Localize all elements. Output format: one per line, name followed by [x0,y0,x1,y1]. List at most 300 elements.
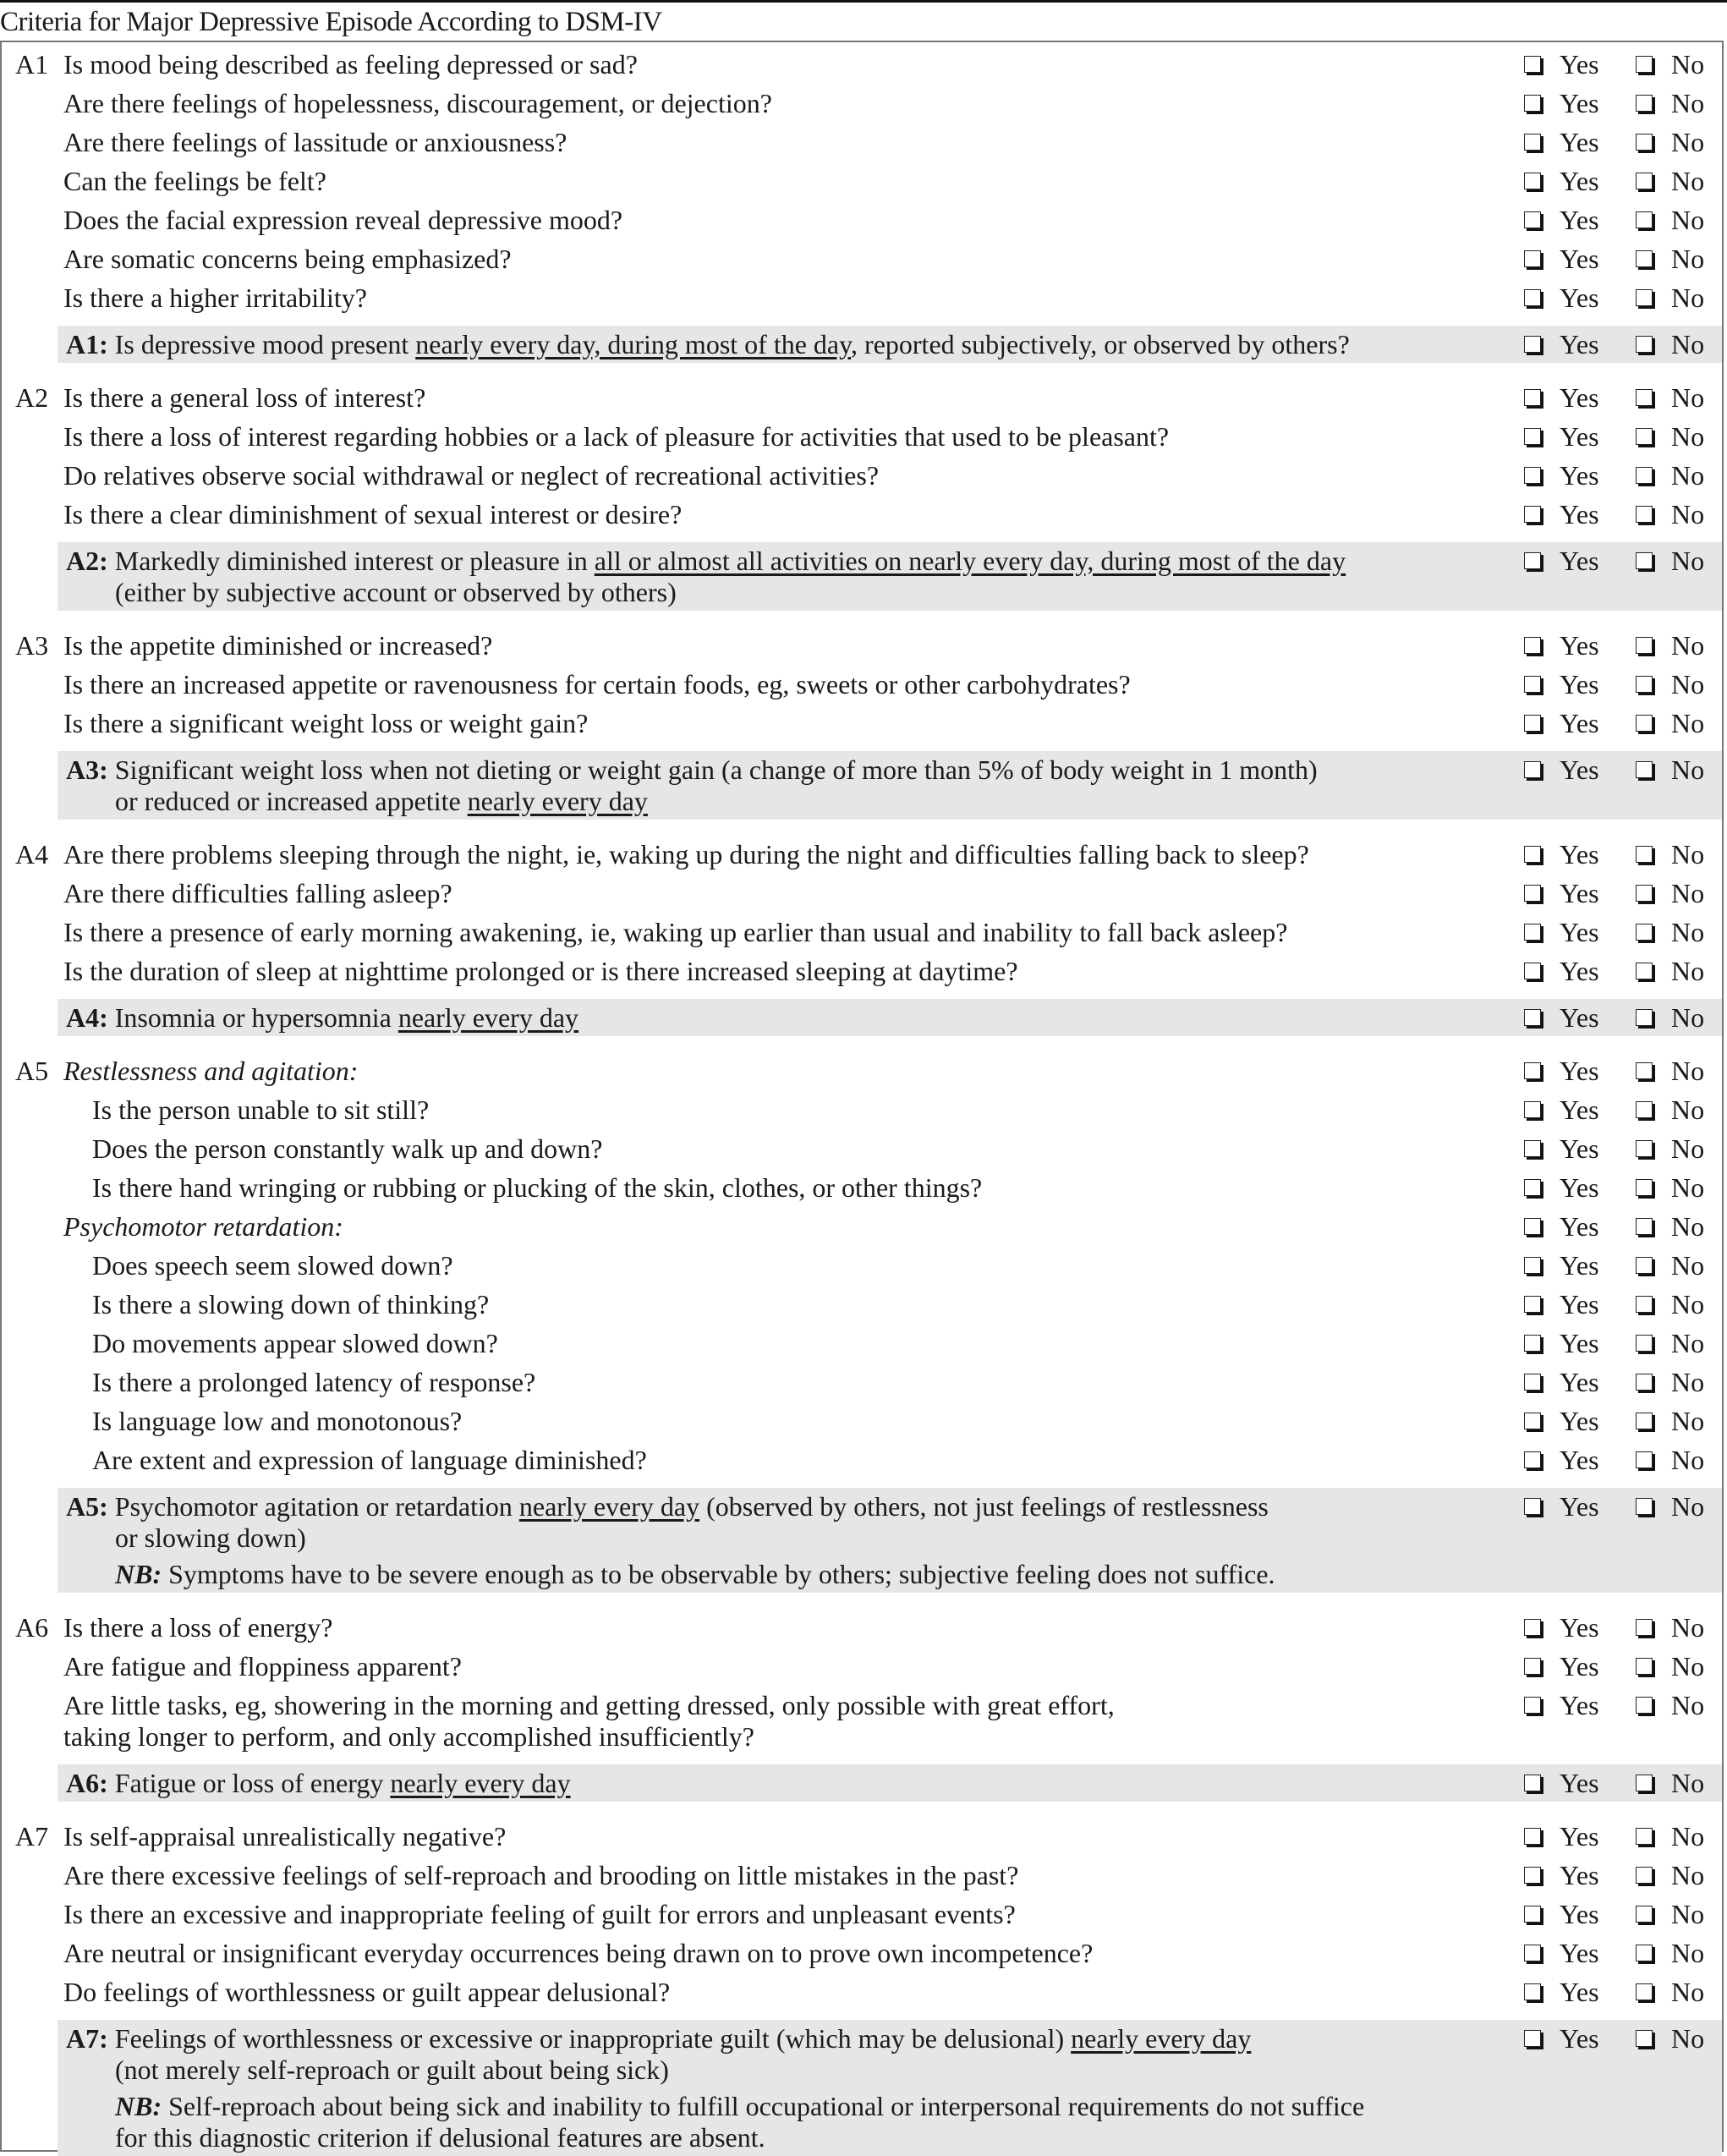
no-label[interactable]: No [1671,1767,1705,1798]
yes-label[interactable]: Yes [1560,1650,1599,1681]
no-checkbox[interactable] [1636,467,1653,484]
question-text: Is self-appraisal unrealistically negative? [63,1820,507,1852]
nb-line [58,1559,1722,1590]
question-text: Is there a loss of interest regarding hobbies or a lack of pleasure for activities that used to be pleasant? [63,420,1170,452]
no-label[interactable]: No [1671,243,1705,274]
question-row [2,1608,1722,1647]
no-checkbox[interactable] [1636,1658,1653,1675]
no-checkbox[interactable] [1636,1945,1653,1961]
no-checkbox[interactable] [1636,389,1653,406]
no-label[interactable]: No [1671,1055,1705,1086]
yes-checkbox[interactable] [1524,552,1541,569]
no-checkbox[interactable] [1636,250,1653,267]
no-label[interactable]: No [1671,2022,1705,2054]
yes-checkbox[interactable] [1524,924,1541,941]
yes-checkbox[interactable] [1524,336,1541,353]
summary-text: Insomnia or hypersomnia [114,1001,398,1033]
yes-label[interactable]: Yes [1560,545,1599,576]
no-checkbox[interactable] [1636,336,1653,353]
yes-checkbox[interactable] [1524,715,1541,732]
no-checkbox[interactable] [1636,134,1653,151]
criterion-summary [58,542,1722,611]
yes-checkbox[interactable] [1524,1218,1541,1235]
question-row [2,123,1722,162]
no-label[interactable]: No [1671,1444,1705,1475]
question-row [2,874,1722,913]
top-rule [0,0,1727,3]
yes-no-options [1522,630,1717,661]
nb-line [58,2091,1722,2122]
no-label[interactable]: No [1671,545,1705,576]
yes-label[interactable]: Yes [1560,282,1599,313]
yes-no-options [1522,283,1717,314]
question-text: Is there an excessive and inappropriate feeling of guilt for errors and unpleasant events? [63,1898,1016,1929]
nb-text: for this diagnostic criterion if delusional features are absent. [115,2121,765,2153]
question-row [2,1817,1722,1856]
no-label[interactable]: No [1671,204,1705,235]
yes-checkbox[interactable] [1524,1257,1541,1274]
question-text: Is there a prolonged latency of response? [92,1366,536,1397]
no-checkbox[interactable] [1636,1828,1653,1845]
yes-label[interactable]: Yes [1560,1937,1599,1968]
no-label[interactable]: No [1671,1001,1705,1033]
no-checkbox[interactable] [1636,1697,1653,1714]
yes-label[interactable]: Yes [1560,165,1599,196]
no-label[interactable]: No [1671,877,1705,908]
no-checkbox[interactable] [1636,1413,1653,1429]
yes-no-options [1522,956,1717,987]
yes-label[interactable]: Yes [1560,1210,1599,1242]
question-text: Is there an increased appetite or ravenousness for certain foods, eg, sweets or other carbohydrates? [63,668,1131,699]
yes-label[interactable]: Yes [1560,1249,1599,1281]
underlined-text: all or almost all activities on nearly every day, during most of the day [594,545,1346,576]
yes-checkbox[interactable] [1524,1658,1541,1675]
criterion-section-a6 [2,1608,1722,1802]
no-label[interactable]: No [1671,1133,1705,1164]
no-label[interactable]: No [1671,282,1705,313]
no-checkbox[interactable] [1636,761,1653,778]
question-text: Do feelings of worthlessness or guilt appear delusional? [63,1976,671,2007]
yes-no-options [1522,708,1717,739]
yes-checkbox[interactable] [1524,289,1541,306]
criterion-label: A1 [15,48,49,80]
no-checkbox[interactable] [1636,506,1653,523]
yes-label[interactable]: Yes [1560,1859,1599,1890]
question-text: Is there a higher irritability? [63,282,367,313]
no-label[interactable]: No [1671,381,1705,413]
summary-text: , reported subjectively, or observed by others? [851,328,1350,359]
yes-no-options [1522,460,1717,491]
no-checkbox[interactable] [1636,289,1653,306]
criterion-label: A3 [15,629,49,661]
question-row [2,1051,1722,1090]
yes-checkbox[interactable] [1524,1697,1541,1714]
yes-no-options [1522,754,1717,786]
no-checkbox[interactable] [1636,846,1653,863]
underlined-text: nearly every day [467,785,648,816]
yes-label[interactable]: Yes [1560,2022,1599,2054]
no-label[interactable]: No [1671,955,1705,986]
yes-no-options [1522,1250,1717,1281]
no-label[interactable]: No [1671,328,1705,359]
question-row [2,84,1722,123]
no-label[interactable]: No [1671,707,1705,738]
question-row [2,1895,1722,1934]
question-text: Do relatives observe social withdrawal or neglect of recreational activities? [63,459,880,491]
summary-text: Significant weight loss when not dieting or weight gain (a change of more than 5% of body weight in 1 month) [114,754,1318,785]
question-row [2,1090,1722,1129]
question-row [2,239,1722,278]
no-label[interactable]: No [1671,165,1705,196]
no-checkbox[interactable] [1636,637,1653,654]
yes-checkbox[interactable] [1524,95,1541,112]
yes-checkbox[interactable] [1524,1983,1541,2000]
no-checkbox[interactable] [1636,173,1653,189]
yes-no-options [1522,1133,1717,1165]
yes-no-options [1522,1094,1717,1126]
no-checkbox[interactable] [1636,1867,1653,1884]
no-label[interactable]: No [1671,1490,1705,1522]
yes-no-options [1522,878,1717,909]
no-label[interactable]: No [1671,838,1705,870]
question-row [2,1402,1722,1440]
no-label[interactable]: No [1671,1327,1705,1358]
no-label[interactable]: No [1671,1898,1705,1929]
question-row [2,1363,1722,1402]
no-checkbox[interactable] [1636,963,1653,979]
yes-no-options [1522,49,1717,80]
no-checkbox[interactable] [1636,1498,1653,1515]
yes-checkbox[interactable] [1524,1619,1541,1636]
yes-checkbox[interactable] [1524,885,1541,902]
yes-no-options [1522,1002,1717,1034]
yes-checkbox[interactable] [1524,1374,1541,1391]
question-row [2,952,1722,990]
yes-label[interactable]: Yes [1560,420,1599,452]
no-checkbox[interactable] [1636,1374,1653,1391]
no-label[interactable]: No [1671,1094,1705,1125]
yes-label[interactable]: Yes [1560,955,1599,986]
no-checkbox[interactable] [1636,1179,1653,1196]
nb-text: Symptoms have to be severe enough as to be observable by others; subjective feeling does not suffice. [168,1558,1275,1589]
question-row [2,495,1722,534]
summary-line [58,1522,1722,1554]
yes-no-options [1522,1768,1717,1799]
yes-label[interactable]: Yes [1560,243,1599,274]
no-label[interactable]: No [1671,916,1705,947]
no-checkbox[interactable] [1636,428,1653,445]
yes-label[interactable]: Yes [1560,1820,1599,1852]
summary-text: (not merely self-reproach or guilt about being sick) [115,2054,669,2085]
question-row [2,456,1722,495]
no-label[interactable]: No [1671,1937,1705,1968]
no-checkbox[interactable] [1636,1140,1653,1157]
question-row [2,1972,1722,2011]
yes-label[interactable]: Yes [1560,1288,1599,1319]
question-text: Are neutral or insignificant everyday occurrences being drawn on to prove own incompetence? [63,1937,1094,1968]
summary-label: A1: [66,328,108,359]
criterion-section-a2 [2,378,1722,611]
yes-checkbox[interactable] [1524,1179,1541,1196]
no-checkbox[interactable] [1636,211,1653,228]
underlined-text: nearly every day, during most of the day [415,328,852,359]
question-text: Is there a slowing down of thinking? [92,1288,490,1319]
yes-no-options [1522,205,1717,236]
yes-checkbox[interactable] [1524,211,1541,228]
summary-text: or slowing down) [115,1522,306,1553]
yes-checkbox[interactable] [1524,2030,1541,2047]
no-label[interactable]: No [1671,1288,1705,1319]
summary-text: (observed by others, not just feelings of restlessness [699,1490,1269,1522]
question-text: Are fatigue and floppiness apparent? [63,1650,462,1681]
yes-label[interactable]: Yes [1560,48,1599,80]
criterion-label: A6 [15,1611,49,1643]
question-row [2,1324,1722,1363]
yes-checkbox[interactable] [1524,1335,1541,1352]
yes-checkbox[interactable] [1524,1775,1541,1791]
yes-checkbox[interactable] [1524,1101,1541,1118]
no-checkbox[interactable] [1636,1906,1653,1923]
underlined-text: nearly every day [390,1767,571,1798]
yes-no-options [1522,1367,1717,1398]
no-label[interactable]: No [1671,48,1705,80]
yes-checkbox[interactable] [1524,1296,1541,1313]
yes-label[interactable]: Yes [1560,1490,1599,1522]
yes-checkbox[interactable] [1524,846,1541,863]
criterion-summary [58,999,1722,1036]
criterion-section-a4 [2,835,1722,1036]
yes-no-options [1522,1899,1717,1930]
yes-label[interactable]: Yes [1560,459,1599,491]
no-checkbox[interactable] [1636,552,1653,569]
yes-checkbox[interactable] [1524,250,1541,267]
no-checkbox[interactable] [1636,885,1653,902]
no-label[interactable]: No [1671,87,1705,118]
question-row [2,1129,1722,1168]
yes-no-options [1522,839,1717,870]
yes-checkbox[interactable] [1524,428,1541,445]
yes-checkbox[interactable] [1524,1451,1541,1468]
question-row [2,1246,1722,1285]
yes-checkbox[interactable] [1524,1140,1541,1157]
question-text: Can the feelings be felt? [63,165,326,196]
yes-label[interactable]: Yes [1560,754,1599,785]
yes-label[interactable]: Yes [1560,1001,1599,1033]
no-label[interactable]: No [1671,1405,1705,1436]
yes-checkbox[interactable] [1524,56,1541,73]
yes-label[interactable]: Yes [1560,629,1599,661]
yes-label[interactable]: Yes [1560,1133,1599,1164]
no-label[interactable]: No [1671,1171,1705,1203]
no-label[interactable]: No [1671,1650,1705,1681]
summary-line [58,754,1722,786]
summary-line [58,786,1722,817]
no-checkbox[interactable] [1636,1009,1653,1026]
yes-label[interactable]: Yes [1560,87,1599,118]
yes-no-options [1522,88,1717,119]
question-row [2,1207,1722,1246]
yes-no-options [1522,421,1717,453]
criterion-label: A2 [15,381,49,413]
no-label[interactable]: No [1671,1366,1705,1397]
no-label[interactable]: No [1671,1611,1705,1643]
no-label[interactable]: No [1671,629,1705,661]
no-checkbox[interactable] [1636,1619,1653,1636]
yes-label[interactable]: Yes [1560,916,1599,947]
yes-checkbox[interactable] [1524,1498,1541,1515]
yes-label[interactable]: Yes [1560,1976,1599,2007]
yes-checkbox[interactable] [1524,134,1541,151]
yes-label[interactable]: Yes [1560,1611,1599,1643]
yes-label[interactable]: Yes [1560,1327,1599,1358]
question-row [2,45,1722,84]
yes-checkbox[interactable] [1524,1867,1541,1884]
summary-line [58,1491,1722,1522]
yes-label[interactable]: Yes [1560,877,1599,908]
yes-checkbox[interactable] [1524,1009,1541,1026]
summary-label: A2: [66,545,108,576]
no-checkbox[interactable] [1636,1775,1653,1791]
yes-checkbox[interactable] [1524,173,1541,189]
yes-checkbox[interactable] [1524,1062,1541,1079]
no-label[interactable]: No [1671,1210,1705,1242]
yes-label[interactable]: Yes [1560,707,1599,738]
question-row [2,200,1722,239]
no-checkbox[interactable] [1636,56,1653,73]
no-label[interactable]: No [1671,1820,1705,1852]
question-text: Does speech seem slowed down? [92,1249,453,1281]
question-row [2,665,1722,704]
criterion-summary [58,326,1722,363]
yes-label[interactable]: Yes [1560,1405,1599,1436]
yes-checkbox[interactable] [1524,1945,1541,1961]
no-checkbox[interactable] [1636,1335,1653,1352]
yes-no-options [1522,1211,1717,1243]
summary-text: Markedly diminished interest or pleasure in [114,545,595,576]
yes-no-options [1522,1690,1717,1721]
yes-no-options [1522,669,1717,700]
question-text: Are somatic concerns being emphasized? [63,243,512,274]
nb-line [58,2122,1722,2153]
no-checkbox[interactable] [1636,715,1653,732]
yes-label[interactable]: Yes [1560,838,1599,870]
yes-no-options [1522,499,1717,530]
no-label[interactable]: No [1671,126,1705,157]
yes-no-options [1522,2023,1717,2055]
yes-no-options [1522,329,1717,360]
yes-label[interactable]: Yes [1560,1444,1599,1475]
no-label[interactable]: No [1671,1976,1705,2007]
no-checkbox[interactable] [1636,676,1653,693]
yes-no-options [1522,1821,1717,1852]
no-checkbox[interactable] [1636,1451,1653,1468]
nb-text: Self-reproach about being sick and inability to fulfill occupational or interpersonal requirements do not suffice [168,2090,1365,2121]
question-text: Is there hand wringing or rubbing or plucking of the skin, clothes, or other things? [92,1171,983,1203]
summary-text: (either by subjective account or observed by others) [115,576,677,607]
no-label[interactable]: No [1671,754,1705,785]
summary-label: A5: [66,1490,108,1522]
yes-no-options [1522,1328,1717,1359]
summary-line [58,546,1722,577]
question-text: Are there difficulties falling asleep? [63,877,452,908]
question-row [2,162,1722,200]
no-checkbox[interactable] [1636,1101,1653,1118]
summary-label: A7: [66,2022,108,2054]
yes-checkbox[interactable] [1524,637,1541,654]
yes-label[interactable]: Yes [1560,1055,1599,1086]
criterion-section-a3 [2,626,1722,820]
no-checkbox[interactable] [1636,2030,1653,2047]
no-label[interactable]: No [1671,1689,1705,1720]
criterion-label: A5 [15,1055,49,1086]
no-checkbox[interactable] [1636,924,1653,941]
summary-line [58,329,1722,360]
no-label[interactable]: No [1671,420,1705,452]
yes-label[interactable]: Yes [1560,1094,1599,1125]
criterion-section-a5 [2,1051,1722,1593]
underlined-text: nearly every day [518,1490,700,1522]
no-checkbox[interactable] [1636,1983,1653,2000]
yes-checkbox[interactable] [1524,1413,1541,1429]
nb-label: NB: [115,1558,162,1589]
nb-label: NB: [115,2090,162,2121]
no-label[interactable]: No [1671,1859,1705,1890]
no-checkbox[interactable] [1636,1257,1653,1274]
no-checkbox[interactable] [1636,1296,1653,1313]
no-label[interactable]: No [1671,1249,1705,1281]
yes-label[interactable]: Yes [1560,1366,1599,1397]
yes-label[interactable]: Yes [1560,668,1599,699]
question-row [2,378,1722,417]
no-checkbox[interactable] [1636,1062,1653,1079]
yes-label[interactable]: Yes [1560,1767,1599,1798]
underlined-text: nearly every day [397,1001,579,1033]
no-checkbox[interactable] [1636,1218,1653,1235]
yes-checkbox[interactable] [1524,1828,1541,1845]
yes-label[interactable]: Yes [1560,1171,1599,1203]
yes-checkbox[interactable] [1524,389,1541,406]
yes-checkbox[interactable] [1524,676,1541,693]
subheading: Restlessness and agitation: [63,1055,359,1086]
summary-text: Psychomotor agitation or retardation [114,1490,519,1522]
question-text: Does the person constantly walk up and down? [92,1133,603,1164]
question-row [2,913,1722,952]
yes-label[interactable]: Yes [1560,498,1599,529]
yes-checkbox[interactable] [1524,506,1541,523]
yes-label[interactable]: Yes [1560,328,1599,359]
yes-label[interactable]: Yes [1560,204,1599,235]
no-label[interactable]: No [1671,498,1705,529]
criterion-summary [58,751,1722,820]
no-label[interactable]: No [1671,459,1705,491]
yes-checkbox[interactable] [1524,467,1541,484]
no-checkbox[interactable] [1636,95,1653,112]
criterion-label: A7 [15,1820,49,1852]
question-row [2,1686,1722,1756]
question-row [2,1934,1722,1972]
yes-label[interactable]: Yes [1560,126,1599,157]
yes-checkbox[interactable] [1524,963,1541,979]
yes-label[interactable]: Yes [1560,381,1599,413]
yes-label[interactable]: Yes [1560,1898,1599,1929]
yes-checkbox[interactable] [1524,1906,1541,1923]
yes-no-options [1522,244,1717,275]
no-label[interactable]: No [1671,668,1705,699]
question-row [2,704,1722,743]
question-row [2,278,1722,317]
yes-checkbox[interactable] [1524,761,1541,778]
yes-label[interactable]: Yes [1560,1689,1599,1720]
